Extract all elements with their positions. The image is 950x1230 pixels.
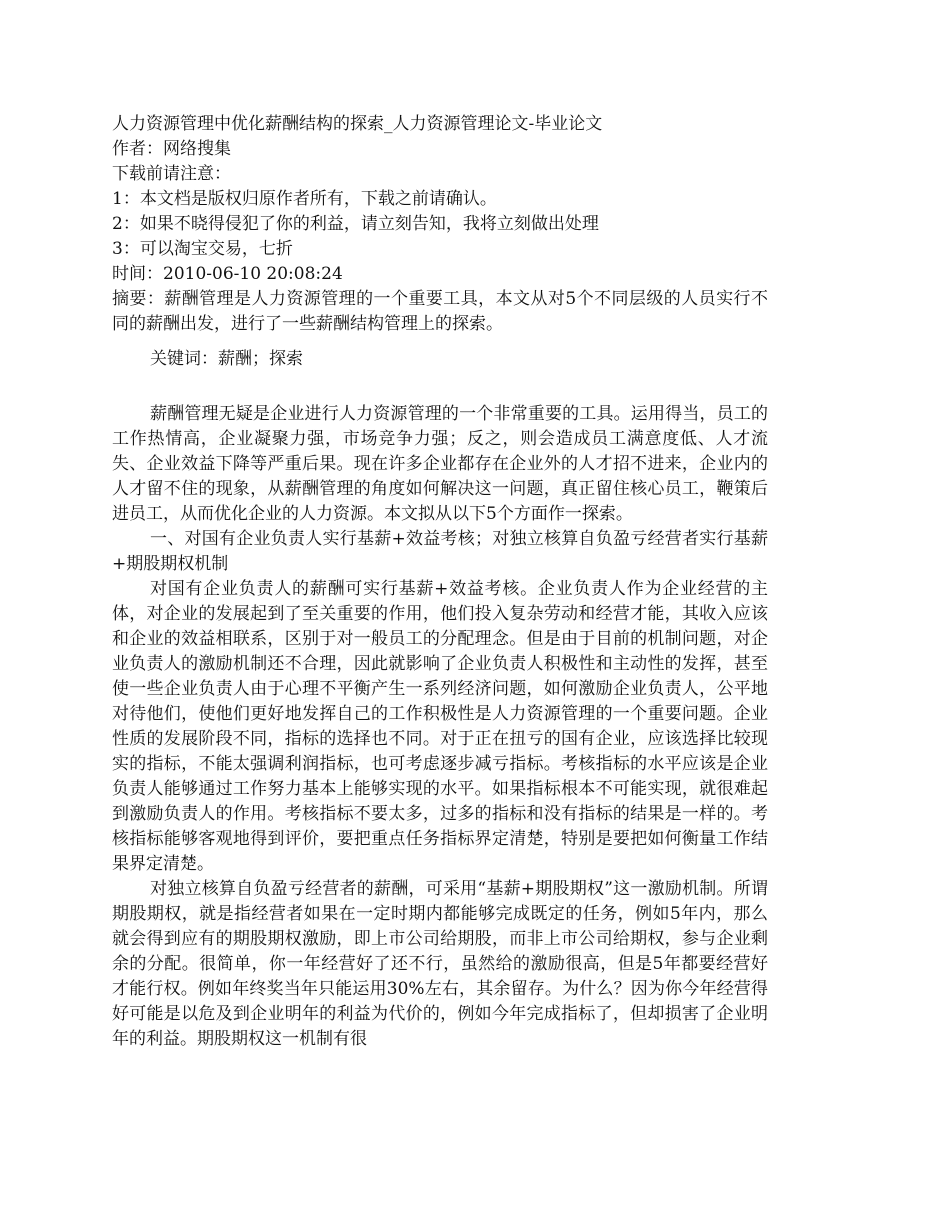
intro-paragraph: 薪酬管理无疑是企业进行人力资源管理的一个非常重要的工具。运用得当，员工的工作热情高，企业凝聚力强，市场竞争力强；反之，则会造成员工满意度低、人才流失、企业效益下降等严重后果。现在许多企业都存在企业外的人才招不进来，企业内的人才留不住的现象，从薪酬管理的角度如何解决这一问题，真正留住核心员工，鞭策后进员工，从而优化企业的人力资源。本文拟从以下5个方面作一探索。 <box>112 404 768 524</box>
spacer <box>112 372 768 402</box>
author-line: 作者：网络搜集 <box>112 139 231 159</box>
time-line: 时间：2010-06-10 20:08:24 <box>112 264 343 284</box>
document-title: 人力资源管理中优化薪酬结构的探索_人力资源管理论文-毕业论文 <box>112 114 603 134</box>
section-1-heading: 一、对国有企业负责人实行基薪+效益考核；对独立核算自负盈亏经营者实行基薪+期股期权机制 <box>112 529 768 574</box>
notice-heading: 下载前请注意： <box>112 164 231 184</box>
notice-item-2: 2：如果不晓得侵犯了你的利益，请立刻告知，我将立刻做出处理 <box>112 214 599 234</box>
spacer <box>112 337 768 347</box>
notice-item-1: 1：本文档是版权归原作者所有，下载之前请确认。 <box>112 189 497 209</box>
section-1-paragraph-2: 对独立核算自负盈亏经营者的薪酬，可采用“基薪+期股期权”这一激励机制。所谓期股期权，就是指经营者如果在一定时期内都能够完成既定的任务，例如5年内，那么就会得到应有的期股期权激励，即上市公司给期股，而非上市公司给期权，参与企业剩余的分配。很简单，你一年经营好了还不行，虽然给的激励很高，但是5年都要经营好才能行权。例如年终奖当年只能运用30%左右，其余留存。为什么？因为你今年经营得好可能是以危及到企业明年的利益为代价的，例如今年完成指标了，但却损害了企业明年的利益。期股期权这一机制有很 <box>112 879 768 1049</box>
abstract-paragraph: 摘要：薪酬管理是人力资源管理的一个重要工具，本文从对5个不同层级的人员实行不同的薪酬出发，进行了一些薪酬结构管理上的探索。 <box>112 289 768 334</box>
notice-item-3: 3：可以淘宝交易，七折 <box>112 239 293 259</box>
keywords-line: 关键词：薪酬；探索 <box>150 349 303 369</box>
document-page <box>112 112 768 1052</box>
section-1-paragraph-1: 对国有企业负责人的薪酬可实行基薪+效益考核。企业负责人作为企业经营的主体，对企业的发展起到了至关重要的作用，他们投入复杂劳动和经营才能，其收入应该和企业的效益相联系，区别于对一般员工的分配理念。但是由于目前的机制问题，对企业负责人的激励机制还不合理，因此就影响了企业负责人积极性和主动性的发挥，甚至使一些企业负责人由于心理不平衡产生一系列经济问题，如何激励企业负责人，公平地对待他们，使他们更好地发挥自己的工作积极性是人力资源管理的一个重要问题。企业性质的发展阶段不同，指标的选择也不同。对于正在扭亏的国有企业，应该选择比较现实的指标，不能太强调利润指标，也可考虑逐步减亏指标。考核指标的水平应该是企业负责人能够通过工作努力基本上能够实现的水平。如果指标根本不可能实现，就很难起到激励负责人的作用。考核指标不要太多，过多的指标和没有指标的结果是一样的。考核指标能够客观地得到评价，要把重点任务指标界定清楚，特别是要把如何衡量工作结果界定清楚。 <box>112 579 768 874</box>
